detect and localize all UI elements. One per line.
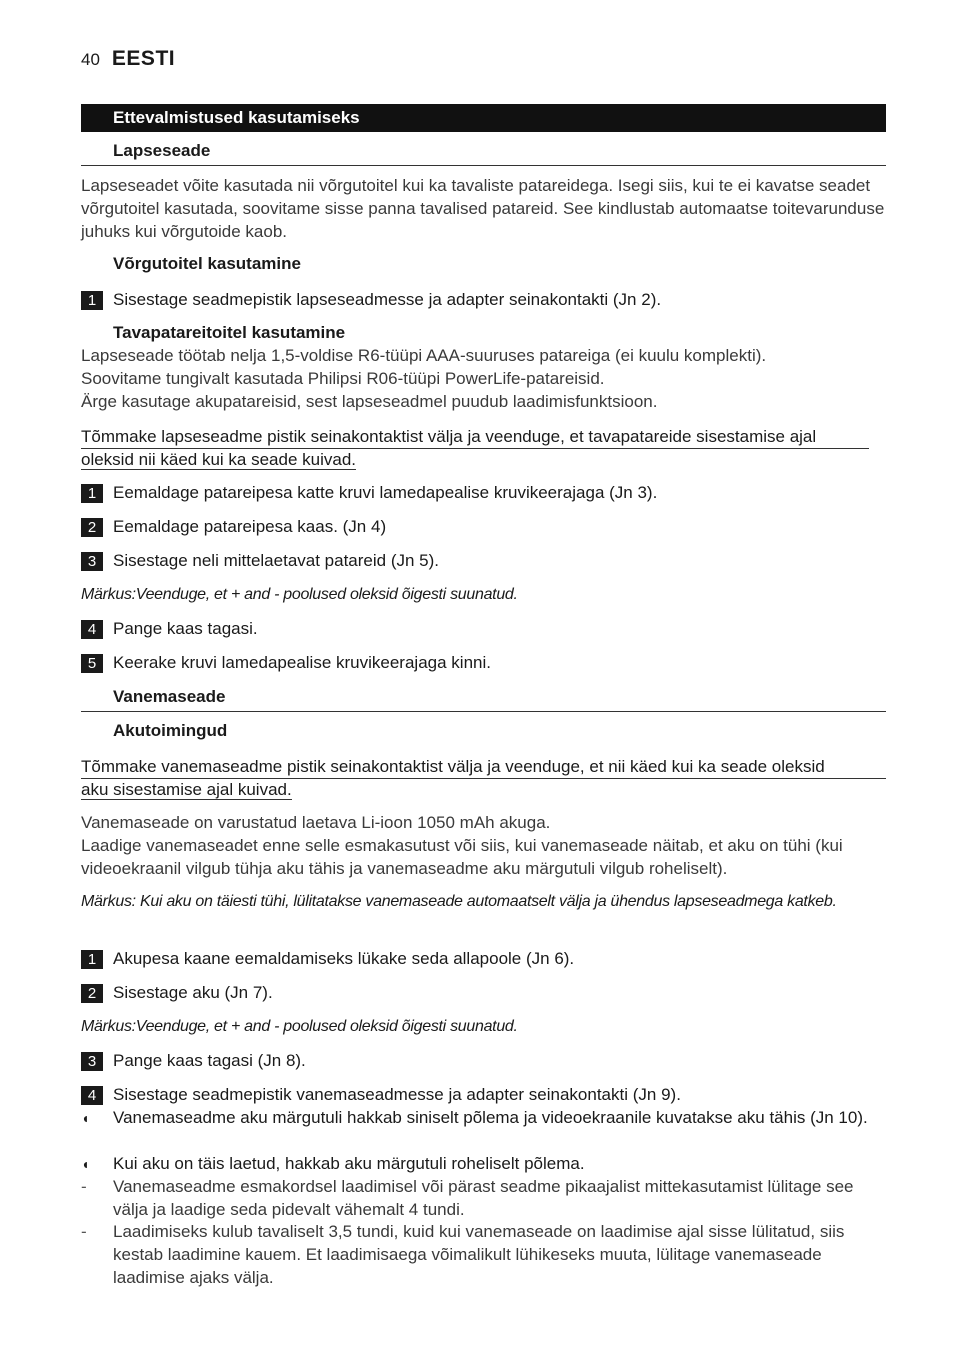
step-text: Keerake kruvi lamedapealise kruvikeerajaga kinni. bbox=[113, 653, 491, 672]
step-number: 2 bbox=[81, 518, 103, 537]
step-text: Eemaldage patareipesa katte kruvi lamedapealise kruvikeerajaga (Jn 3). bbox=[113, 483, 658, 502]
result-item-2 bbox=[81, 1153, 886, 1176]
battery-step-5 bbox=[81, 652, 886, 675]
battery-step-1 bbox=[81, 482, 886, 505]
result-arrow-icon: ◖ bbox=[81, 1110, 90, 1126]
step-number: 1 bbox=[81, 291, 103, 310]
heading-akutoimingud: Akutoimingud bbox=[113, 721, 228, 740]
lapseseade-intro: Lapseseadet võite kasutada nii võrgutoitel kui ka tavaliste patareidega. Isegi siis, kui te ei kavatse seadet võrgutoitel kasutada, soovitame sisse panna tavalised patareid. See kindlustab automaatse toitevarunduse juhuks kui võrgutoide kaob. bbox=[81, 176, 885, 241]
battery-line-2: Soovitame tungivalt kasutada Philipsi R06-tüüpi PowerLife-patareisid. bbox=[81, 369, 605, 388]
step-number: 5 bbox=[81, 654, 103, 673]
dash-marker: - bbox=[81, 1222, 87, 1241]
mains-step-1 bbox=[81, 289, 886, 312]
heading-mains-use: Võrgutoitel kasutamine bbox=[113, 254, 301, 273]
warning-text: aku sisestamise ajal kuivad. bbox=[81, 780, 292, 799]
note-empty-battery: Märkus: Kui aku on täiesti tühi, lülitatakse vanemaseade automaatselt välja ja ühendus lapseseadmega katkeb. bbox=[81, 893, 837, 910]
parent-warning-line-2 bbox=[81, 779, 886, 802]
parent-intro-line-2: Laadige vanemaseadet enne selle esmakasutust või siis, kui vanemaseade näitab, et aku on tühi (kui videoekraanil vilgub tühja aku tähis ja vanemaseadme aku märgutuli vilgub roheliselt). bbox=[81, 836, 843, 878]
parent-step-3 bbox=[81, 1050, 886, 1073]
warning-line-2 bbox=[81, 449, 886, 472]
dash-item-1 bbox=[81, 1176, 886, 1222]
language-label: EESTI bbox=[111, 47, 176, 70]
parent-step-2 bbox=[81, 982, 886, 1005]
heading-lapseseade: Lapseseade bbox=[81, 141, 886, 166]
battery-line-1: Lapseseade töötab nelja 1,5-voldise R6-tüüpi AAA-suuruses patareiga (ei kuulu komplekti). bbox=[81, 346, 767, 365]
dash-item-2 bbox=[81, 1221, 886, 1289]
step-text: Pange kaas tagasi. bbox=[113, 619, 258, 638]
result-text: Vanemaseadme aku märgutuli hakkab siniselt põlema ja videoekraanile kuvatakse aku tähis (Jn 10). bbox=[113, 1108, 868, 1127]
step-number: 2 bbox=[81, 984, 103, 1003]
step-text: Akupesa kaane eemaldamiseks lükake seda allapoole (Jn 6). bbox=[113, 949, 575, 968]
step-text: Sisestage neli mittelaetavat patareid (Jn 5). bbox=[113, 551, 440, 570]
result-item-1 bbox=[81, 1107, 886, 1130]
step-number: 3 bbox=[81, 1052, 103, 1071]
section-title-bar: Ettevalmistused kasutamiseks bbox=[81, 104, 886, 132]
step-number: 3 bbox=[81, 552, 103, 571]
note-polarity: Märkus:Veenduge, et + and - poolused oleksid õigesti suunatud. bbox=[81, 586, 518, 603]
step-number: 4 bbox=[81, 620, 103, 639]
parent-intro-line-1: Vanemaseade on varustatud laetava Li-ioon 1050 mAh akuga. bbox=[81, 813, 551, 832]
battery-step-4 bbox=[81, 618, 886, 641]
step-text: Sisestage aku (Jn 7). bbox=[113, 983, 273, 1002]
battery-step-3 bbox=[81, 550, 886, 573]
warning-line-1: Tõmmake lapseseadme pistik seinakontaktist välja ja veenduge, et tavapatareide sisestamise ajal bbox=[81, 426, 869, 449]
parent-step-1 bbox=[81, 948, 886, 971]
parent-warning-line-1: Tõmmake vanemaseadme pistik seinakontaktist välja ja veenduge, et nii käed kui ka seade oleksid bbox=[81, 756, 886, 779]
step-number: 1 bbox=[81, 950, 103, 969]
result-text: Kui aku on täis laetud, hakkab aku märgutuli roheliselt põlema. bbox=[113, 1154, 585, 1173]
result-arrow-icon: ◖ bbox=[81, 1156, 90, 1172]
parent-step-4 bbox=[81, 1084, 886, 1107]
dash-marker: - bbox=[81, 1177, 87, 1196]
step-text: Sisestage seadmepistik vanemaseadmesse ja adapter seinakontakti (Jn 9). bbox=[113, 1085, 681, 1104]
note-polarity-2: Märkus:Veenduge, et + and - poolused oleksid õigesti suunatud. bbox=[81, 1018, 518, 1035]
page-header bbox=[81, 47, 175, 77]
step-number: 4 bbox=[81, 1086, 103, 1105]
dash-text: Laadimiseks kulub tavaliselt 3,5 tundi, kuid kui vanemaseade on laadimise ajal sisse lülitatud, siis kestab laadimine kauem. Et laadimisaega võimalikult lühikeseks muuta, lülitage vanemaseade laadimise ajaks välja. bbox=[113, 1222, 845, 1287]
step-text: Eemaldage patareipesa kaas. (Jn 4) bbox=[113, 517, 387, 536]
heading-vanemaseade: Vanemaseade bbox=[81, 687, 886, 712]
battery-line-3: Ärge kasutage akupatareisid, sest lapseseadmel puudub laadimisfunktsioon. bbox=[81, 392, 658, 411]
step-text: Sisestage seadmepistik lapseseadmesse ja adapter seinakontakti (Jn 2). bbox=[113, 290, 662, 309]
page-number: 40 bbox=[81, 50, 100, 69]
dash-text: Vanemaseadme esmakordsel laadimisel või pärast seadme pikaajalist mittekasutamist lülitage see välja ja laadige seda pidevalt vähemalt 4 tundi. bbox=[113, 1177, 854, 1219]
battery-step-2 bbox=[81, 516, 886, 539]
warning-text: oleksid nii käed kui ka seade kuivad. bbox=[81, 450, 356, 469]
step-number: 1 bbox=[81, 484, 103, 503]
step-text: Pange kaas tagasi (Jn 8). bbox=[113, 1051, 306, 1070]
heading-battery-use: Tavapatareitoitel kasutamine bbox=[113, 323, 346, 342]
